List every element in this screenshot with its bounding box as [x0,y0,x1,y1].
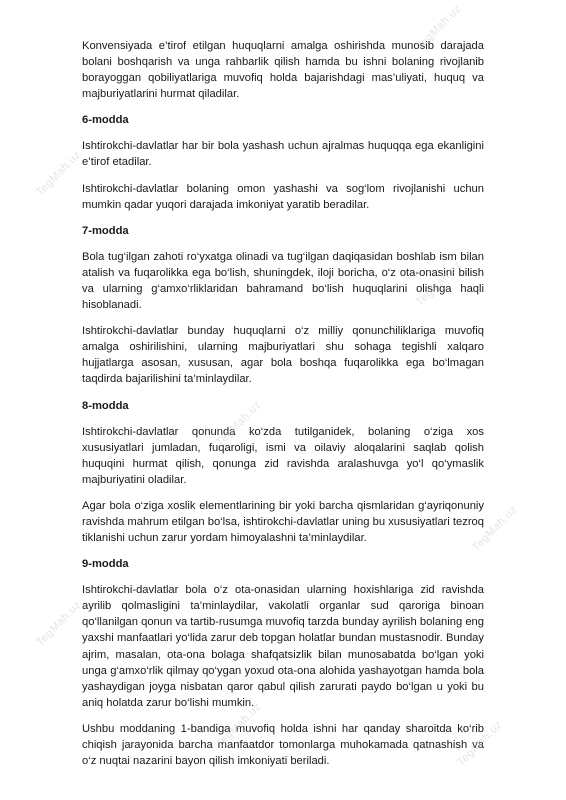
article-6-paragraph-2: Ishtirokchi-davlatlar bolaning omon yashashi va sog‘lom rivojlanishi uchun mumkin qadar yuqori darajada imkoniyat yaratib beradilar. [82,182,484,211]
watermark-text: TegMah.uz [414,2,464,53]
article-8-paragraph-1: Ishtirokchi-davlatlar qonunda ko‘zda tutilganidek, bolaning o‘ziga xos xususiyatlari jumladan, fuqaroligi, ismi va oilaviy aloqalarini saqlab qolish huquqini hurmat qilish, qonunga zid ravishda aralashuvga yo‘l qo‘ymaslik majburiyatini oladilar. [82,425,484,486]
article-7-paragraph-2: Ishtirokchi-davlatlar bunday huquqlarni o‘z milliy qonunchiliklariga muvofiq amalga oshirilishini, ularning majburiyatlari shu sohaga tegishli xalqaro hujjatlarga asosan, xususan, agar bola boshqa fuqarolikka ega bo‘lmagan taqdirda bajarilishini ta’minlaydilar. [82,325,484,386]
article-heading-6: 6-modda [82,114,129,127]
article-9-paragraph-2: Ushbu moddaning 1-bandiga muvofiq holda ishni har qanday sharoitda ko‘rib chiqish jarayonida barcha manfaatdor tomonlarga muhokamada qatnashish va o‘z nuqtai nazarini bayon qilish imkoniyati beriladi. [82,722,484,768]
watermark-text: TegMah.uz [414,258,464,309]
article-7-paragraph-1: Bola tug‘ilgan zahoti ro‘yxatga olinadi va tug‘ilgan daqiqasidan boshlab ism bilan atalish va fuqarolikka ega bo‘lish, shuningdek, iloji boricha, o‘z ota-onasini bilish va ularning g‘amxo‘rliklaridan bahramand bo‘lish huquqlarini olishga haqli hisoblanadi. [82,250,484,312]
watermark-text: TegMah.uz [34,598,84,649]
article-8-paragraph-2: Agar bola o‘ziga xoslik elementlarining bir yoki barcha qismlaridan g‘ayriqonuniy ravishda mahrum etilgan bo‘lsa, ishtirokchi-davlatlar uning bu xususiyatlari tezroq tiklanishi uchun zarur yordam himoyalashni ta’minlaydilar. [82,499,484,545]
paragraph-intro: Konvensiyada e’tirof etilgan huquqlarni amalga oshirishda munosib darajada bolani boshqarish va unga rahbarlik qilish hamda bu ishni bolaning rivojlanib borayoggan qobiliyatlariga muvofiq holda bajarishdagi mas’uliyati, huquq va majburiyatlarini hurmat qiladilar. [82,40,484,101]
article-heading-7: 7-modda [82,224,129,237]
watermark-text: TegMah.uz [455,718,505,769]
watermark-text: TegMah.uz [34,148,84,199]
article-heading-8: 8-modda [82,399,129,412]
article-heading-9: 9-modda [82,558,129,571]
watermark-text: TegMah.uz [214,700,264,751]
watermark-text: TegMah.uz [470,503,520,554]
document-page [82,38,484,769]
article-9-paragraph-1: Ishtirokchi-davlatlar bola o‘z ota-onasidan ularning hoxishlariga zid ravishda ayrilib qolmasligini ta’minlaydilar, vakolatli organlar sud qaroriga binoan qo‘llanilgan qonun va tartib-rusumga muvofiq tarzda bunday ayrilish bolaning eng yaxshi manfaatlari yo‘lida zarur deb topgan holatlar bundan mustasnodir. Bunday ajrim, masalan, ota-ona bolaga shafqatsizlik bilan munosabatda bo‘lgan yoki unga g‘amxo‘rlik qilmay qo‘ygan yoxud ota-ona alohida yashayotgan hamda bola yashaydigan joyga nisbatan qaror qabul qilish zarurati paydo bo‘lgan u yoki bu aniq holatda zarur bo‘lishi mumkin. [82,584,484,709]
article-6-paragraph-1: Ishtirokchi-davlatlar har bir bola yashash uchun ajralmas huquqqa ega ekanligini e’tirof etadilar. [82,140,484,169]
watermark-text: TegMah.uz [214,398,264,449]
